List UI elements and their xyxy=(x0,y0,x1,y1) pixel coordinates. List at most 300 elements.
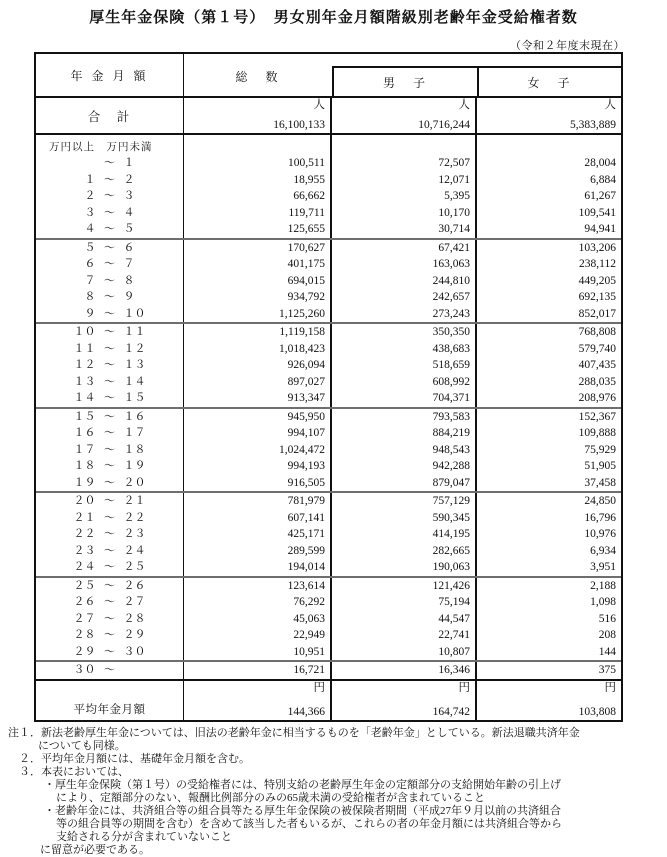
range-label xyxy=(36,594,184,611)
female-cell: 579,740 xyxy=(578,342,616,355)
row-group xyxy=(36,407,621,492)
range-tilde: ～ xyxy=(104,274,115,287)
total-cell: 45,063 xyxy=(184,611,332,628)
range-upper: ９ xyxy=(123,291,135,303)
average-total-cell xyxy=(184,681,332,721)
range-tilde: ～ xyxy=(104,307,115,320)
total-cell: 10,951 xyxy=(184,644,332,661)
total-cell: 994,193 xyxy=(184,458,332,475)
range-unit-header-row xyxy=(36,135,621,155)
total-cell: 1,125,260 xyxy=(184,306,332,323)
row-group xyxy=(36,660,621,679)
range-upper: ６ xyxy=(123,241,135,254)
range-upper: １５ xyxy=(123,392,146,404)
range-label xyxy=(36,442,184,459)
table-row xyxy=(36,493,621,510)
range-label xyxy=(36,256,184,273)
male-cell: 44,547 xyxy=(332,611,477,628)
range-lower: ９ xyxy=(84,307,96,320)
table-row xyxy=(36,644,621,661)
male-cell: 5,395 xyxy=(332,188,477,205)
table-row xyxy=(36,543,621,560)
female-cell: 407,435 xyxy=(578,359,616,371)
table-row xyxy=(36,425,621,442)
total-cell: 16,721 xyxy=(184,662,332,679)
table-row xyxy=(36,357,621,374)
range-lower: ８ xyxy=(84,291,96,303)
range-upper: １８ xyxy=(123,443,146,456)
male-cell: 590,345 xyxy=(332,510,477,527)
total-cell: 897,027 xyxy=(184,374,332,391)
table-row xyxy=(36,240,621,257)
male-cell: 704,371 xyxy=(332,390,477,407)
unit-persons: 人 xyxy=(604,99,616,111)
range-label xyxy=(36,662,184,679)
female-cell: 51,905 xyxy=(584,460,616,472)
range-label xyxy=(36,510,184,527)
range-lower: ４ xyxy=(84,223,96,235)
page-title: 厚生年金保険（第１号） 男女別年金月額階級別老齢年金受給権者数 xyxy=(89,9,578,26)
table-row xyxy=(36,662,621,679)
range-upper: ２９ xyxy=(123,629,146,641)
table-row xyxy=(36,611,621,628)
range-upper: ２０ xyxy=(123,476,146,489)
range-lower: １４ xyxy=(73,392,96,404)
table-header-right-area xyxy=(184,54,621,96)
unit-yen: 円 xyxy=(313,681,325,694)
female-cell: 144 xyxy=(598,645,616,658)
range-tilde: ～ xyxy=(104,157,115,169)
range-tilde: ～ xyxy=(104,410,115,423)
row-group xyxy=(36,322,621,407)
female-cell: 6,934 xyxy=(590,544,616,557)
range-upper: １７ xyxy=(123,427,146,439)
total-cell: 119,711 xyxy=(184,205,332,222)
table-row xyxy=(36,475,621,492)
total-cell: 1,119,158 xyxy=(184,324,332,341)
total-cell: 194,014 xyxy=(184,559,332,576)
male-cell: 244,810 xyxy=(332,273,477,290)
range-lower: １３ xyxy=(73,375,96,388)
column-header-female: 女 子 xyxy=(527,75,573,90)
range-label xyxy=(36,240,184,257)
female-cell: 75,929 xyxy=(584,443,616,456)
table-row xyxy=(36,627,621,644)
female-cell: 516 xyxy=(598,612,616,625)
range-upper: ２３ xyxy=(123,528,146,540)
range-upper: ２５ xyxy=(123,561,146,573)
average-row xyxy=(36,679,621,721)
column-header-total: 総 数 xyxy=(235,69,281,84)
total-cell: 926,094 xyxy=(184,357,332,374)
range-tilde: ～ xyxy=(104,443,115,456)
table-row xyxy=(36,510,621,527)
female-cell: 208,976 xyxy=(578,392,616,404)
female-cell: 10,976 xyxy=(584,528,616,540)
range-lower: １９ xyxy=(73,476,96,489)
table-row xyxy=(36,172,621,189)
row-group xyxy=(36,491,621,576)
total-cell: 289,599 xyxy=(184,543,332,560)
total-cell: 934,792 xyxy=(184,289,332,306)
male-cell: 757,129 xyxy=(332,493,477,510)
table-body xyxy=(36,155,621,679)
range-lower: ２５ xyxy=(73,579,96,592)
male-cell: 10,807 xyxy=(332,644,477,661)
range-lower: １５ xyxy=(73,410,96,423)
range-lower: １８ xyxy=(73,460,96,472)
total-cell: 945,950 xyxy=(184,409,332,426)
footnote-line: ・老齢年金には、共済組合等の組合員等たる厚生年金保険の被保険者期間（平成27年９月以前の共済組合 xyxy=(44,805,561,817)
male-cell: 518,659 xyxy=(332,357,477,374)
male-cell: 350,350 xyxy=(332,324,477,341)
total-cell: 916,505 xyxy=(184,475,332,492)
footnote-line: ２．平均年金月額には、基礎年金月額を含む。 xyxy=(19,753,250,765)
grand-total-label: 合 計 xyxy=(36,98,184,133)
range-tilde: ～ xyxy=(104,460,115,472)
female-cell: 37,458 xyxy=(584,476,616,489)
range-tilde: ～ xyxy=(104,596,115,608)
footnotes xyxy=(0,727,667,857)
range-lower: １２ xyxy=(73,359,96,371)
range-tilde: ～ xyxy=(104,612,115,625)
female-cell: 6,884 xyxy=(590,173,616,186)
range-tilde: ～ xyxy=(104,206,115,219)
range-label xyxy=(36,409,184,426)
table-row xyxy=(36,256,621,273)
range-upper: ２１ xyxy=(123,495,146,507)
row-group xyxy=(36,238,621,323)
total-cell: 125,655 xyxy=(184,221,332,238)
table-row xyxy=(36,409,621,426)
range-upper: １１ xyxy=(123,326,146,338)
female-cell: 28,004 xyxy=(584,157,616,169)
grand-total-female-value: 5,383,889 xyxy=(570,119,616,131)
range-tilde: ～ xyxy=(104,190,115,202)
range-tilde: ～ xyxy=(104,476,115,489)
range-tilde: ～ xyxy=(104,291,115,303)
female-cell: 3,951 xyxy=(590,561,616,573)
range-tilde: ～ xyxy=(104,241,115,254)
grand-total-male-cell xyxy=(332,98,477,133)
range-label xyxy=(36,341,184,358)
range-tilde: ～ xyxy=(104,326,115,338)
range-lower: ２０ xyxy=(73,495,96,507)
table-row xyxy=(36,273,621,290)
range-tilde: ～ xyxy=(104,427,115,439)
range-tilde: ～ xyxy=(104,579,115,592)
table-row xyxy=(36,324,621,341)
range-upper: ７ xyxy=(123,258,135,270)
range-lower: １６ xyxy=(73,427,96,439)
female-cell: 768,808 xyxy=(578,326,616,338)
range-label xyxy=(36,172,184,189)
range-tilde: ～ xyxy=(104,392,115,404)
grand-total-row xyxy=(36,98,621,135)
range-lower: １７ xyxy=(73,443,96,456)
female-cell: 24,850 xyxy=(584,495,616,507)
female-cell: 375 xyxy=(598,664,616,676)
range-label xyxy=(36,458,184,475)
footnote-line: 等の組合員等の期間を含む）を含めて該当した者もいるが、これらの者の年金月額には共済組合等から xyxy=(56,818,562,830)
column-header-male: 男 子 xyxy=(334,68,479,96)
range-upper: １ xyxy=(123,157,135,169)
column-header-pension-amount: 年 金 月 額 xyxy=(36,54,184,96)
female-cell: 1,098 xyxy=(590,596,616,608)
range-label xyxy=(36,578,184,595)
range-label xyxy=(36,306,184,323)
table-row xyxy=(36,289,621,306)
total-cell: 22,949 xyxy=(184,627,332,644)
range-lower: ２９ xyxy=(73,645,96,658)
grand-total-female-cell xyxy=(477,98,621,133)
range-lower: ２３ xyxy=(73,544,96,557)
range-lower: ３ xyxy=(84,206,96,219)
unit-yen: 円 xyxy=(458,681,470,694)
male-cell: 12,071 xyxy=(332,172,477,189)
table-row xyxy=(36,341,621,358)
female-cell: 109,541 xyxy=(578,206,616,219)
table-row xyxy=(36,221,621,238)
footnote-line: ・厚生年金保険（第１号）の受給権者には、特別支給の老齢厚生年金の定額部分の支給開始年齢の引上げ xyxy=(44,779,561,791)
table-row xyxy=(36,188,621,205)
range-upper: ２８ xyxy=(123,612,146,625)
female-cell: 61,267 xyxy=(584,190,616,202)
range-label xyxy=(36,221,184,238)
male-cell: 10,170 xyxy=(332,205,477,222)
unit-yen: 円 xyxy=(604,681,616,694)
female-cell: 238,112 xyxy=(579,258,616,270)
range-upper: ２６ xyxy=(123,579,146,592)
range-label xyxy=(36,543,184,560)
range-label xyxy=(36,155,184,172)
range-lower: ７ xyxy=(84,274,96,287)
range-lower: １ xyxy=(84,173,96,186)
male-cell: 948,543 xyxy=(332,442,477,459)
range-lower: ６ xyxy=(84,258,96,270)
average-total-value: 144,366 xyxy=(287,706,325,718)
range-upper: １４ xyxy=(123,375,146,388)
footnote-line: についても同様。 xyxy=(38,740,126,752)
average-row-label: 平均年金月額 xyxy=(36,681,184,721)
range-tilde: ～ xyxy=(104,544,115,557)
male-cell: 121,426 xyxy=(332,578,477,595)
average-female-cell xyxy=(477,681,621,721)
unit-persons: 人 xyxy=(458,99,470,111)
average-female-value: 103,808 xyxy=(578,706,616,718)
range-tilde: ～ xyxy=(104,664,115,676)
female-cell: 692,135 xyxy=(578,291,616,303)
male-cell: 273,243 xyxy=(332,306,477,323)
unit-persons: 人 xyxy=(313,99,325,111)
range-lower: １１ xyxy=(73,342,96,355)
footnote-line: 注１．新法老齢厚生年金については、旧法の老齢年金に相当するものを「老齢年金」としている。新法退職共済年金 xyxy=(8,727,580,739)
range-lower: ２７ xyxy=(73,612,96,625)
female-cell: 449,205 xyxy=(578,274,616,287)
female-cell: 103,206 xyxy=(578,241,616,254)
grand-total-total-cell xyxy=(184,98,332,133)
table-row xyxy=(36,390,621,407)
range-lower: ５ xyxy=(84,241,96,254)
range-upper: ２７ xyxy=(123,596,146,608)
footnote-line: 支給される分が含まれていないこと xyxy=(56,831,232,843)
male-cell: 608,992 xyxy=(332,374,477,391)
range-label xyxy=(36,205,184,222)
male-cell: 22,741 xyxy=(332,627,477,644)
range-upper: １６ xyxy=(123,410,146,423)
range-lower: ２６ xyxy=(73,596,96,608)
female-cell: 2,188 xyxy=(590,579,616,592)
table-row xyxy=(36,594,621,611)
range-upper: ２４ xyxy=(123,544,146,557)
range-label xyxy=(36,324,184,341)
range-label xyxy=(36,188,184,205)
row-group xyxy=(36,576,621,661)
range-label xyxy=(36,627,184,644)
grand-total-male-value: 10,716,244 xyxy=(418,119,470,131)
male-female-header-box xyxy=(332,66,621,96)
range-label xyxy=(36,611,184,628)
male-cell: 793,583 xyxy=(332,409,477,426)
male-cell: 884,219 xyxy=(332,425,477,442)
range-tilde: ～ xyxy=(104,645,115,658)
male-cell: 414,195 xyxy=(332,526,477,543)
table-row xyxy=(36,559,621,576)
male-cell: 879,047 xyxy=(332,475,477,492)
range-label xyxy=(36,475,184,492)
range-tilde: ～ xyxy=(104,528,115,540)
male-cell: 438,683 xyxy=(332,341,477,358)
range-tilde: ～ xyxy=(104,342,115,355)
total-cell: 100,511 xyxy=(184,155,332,172)
male-cell: 67,421 xyxy=(332,240,477,257)
range-label xyxy=(36,493,184,510)
total-cell: 76,292 xyxy=(184,594,332,611)
range-tilde: ～ xyxy=(104,511,115,524)
range-tilde: ～ xyxy=(104,223,115,235)
range-lower: ２２ xyxy=(73,528,96,540)
range-upper: ８ xyxy=(123,274,135,287)
male-cell: 242,657 xyxy=(332,289,477,306)
range-tilde: ～ xyxy=(104,629,115,641)
range-upper: １０ xyxy=(123,307,146,320)
total-cell: 1,024,472 xyxy=(184,442,332,459)
total-cell: 66,662 xyxy=(184,188,332,205)
range-upper: ２２ xyxy=(123,511,146,524)
range-tilde: ～ xyxy=(104,561,115,573)
range-lower: ３０ xyxy=(73,664,96,676)
table-row xyxy=(36,374,621,391)
table-row xyxy=(36,306,621,323)
total-cell: 1,018,423 xyxy=(184,341,332,358)
total-cell: 170,627 xyxy=(184,240,332,257)
female-cell: 208 xyxy=(598,629,616,641)
range-label xyxy=(36,526,184,543)
footnote-line: により、定額部分のない、報酬比例部分のみの65歳未満の受給権者が含まれていること xyxy=(56,792,485,804)
range-upper: ５ xyxy=(123,223,135,235)
grand-total-total-value: 16,100,133 xyxy=(273,119,325,131)
table-row xyxy=(36,442,621,459)
range-label xyxy=(36,357,184,374)
range-unit-header-label: 万円以上 万円未満 xyxy=(36,135,184,155)
total-cell: 607,141 xyxy=(184,510,332,527)
range-label xyxy=(36,559,184,576)
table-row xyxy=(36,578,621,595)
total-cell: 123,614 xyxy=(184,578,332,595)
range-lower xyxy=(54,155,96,172)
row-group xyxy=(36,155,621,238)
table-header-row xyxy=(36,54,621,98)
total-cell: 694,015 xyxy=(184,273,332,290)
total-cell: 425,171 xyxy=(184,526,332,543)
female-cell: 288,035 xyxy=(578,375,616,388)
footnote-line: ３．本表においては、 xyxy=(19,766,129,778)
range-tilde: ～ xyxy=(104,359,115,371)
total-cell: 401,175 xyxy=(184,256,332,273)
range-label xyxy=(36,374,184,391)
total-cell: 913,347 xyxy=(184,390,332,407)
total-cell: 781,979 xyxy=(184,493,332,510)
total-cell: 18,955 xyxy=(184,172,332,189)
range-upper: １９ xyxy=(123,460,146,472)
male-cell: 282,665 xyxy=(332,543,477,560)
range-label xyxy=(36,390,184,407)
footnote-line: に留意が必要である。 xyxy=(40,844,150,856)
range-lower: ２１ xyxy=(73,511,96,524)
female-cell: 16,796 xyxy=(584,511,616,524)
range-upper xyxy=(124,662,166,679)
range-upper: ３０ xyxy=(123,645,146,658)
range-upper: １３ xyxy=(123,359,146,371)
total-cell: 994,107 xyxy=(184,425,332,442)
range-label xyxy=(36,273,184,290)
range-tilde: ～ xyxy=(104,495,115,507)
range-upper: １２ xyxy=(123,342,146,355)
range-tilde: ～ xyxy=(104,375,115,388)
range-lower: ２ xyxy=(84,190,96,202)
pension-amount-table xyxy=(34,52,623,722)
female-cell: 852,017 xyxy=(578,307,616,320)
average-male-cell xyxy=(332,681,477,721)
female-cell: 94,941 xyxy=(584,223,616,235)
table-row xyxy=(36,155,621,172)
female-cell: 152,367 xyxy=(578,410,616,423)
range-upper: ３ xyxy=(123,190,135,202)
male-cell: 75,194 xyxy=(332,594,477,611)
range-upper: ２ xyxy=(123,173,135,186)
male-cell: 72,507 xyxy=(332,155,477,172)
male-cell: 942,288 xyxy=(332,458,477,475)
table-row xyxy=(36,526,621,543)
range-label xyxy=(36,644,184,661)
female-cell: 109,888 xyxy=(578,427,616,439)
male-cell: 190,063 xyxy=(332,559,477,576)
range-lower: ２８ xyxy=(73,629,96,641)
range-label xyxy=(36,425,184,442)
range-upper: ４ xyxy=(123,206,135,219)
range-tilde: ～ xyxy=(104,258,115,270)
table-row xyxy=(36,458,621,475)
male-cell: 30,714 xyxy=(332,221,477,238)
table-row xyxy=(36,205,621,222)
male-cell: 16,346 xyxy=(332,662,477,679)
range-tilde: ～ xyxy=(104,173,115,186)
range-lower: ２４ xyxy=(73,561,96,573)
male-cell: 163,063 xyxy=(332,256,477,273)
as-of-date-note: （令和２年度末現在） xyxy=(510,40,625,52)
range-lower: １０ xyxy=(73,326,96,338)
range-label xyxy=(36,289,184,306)
